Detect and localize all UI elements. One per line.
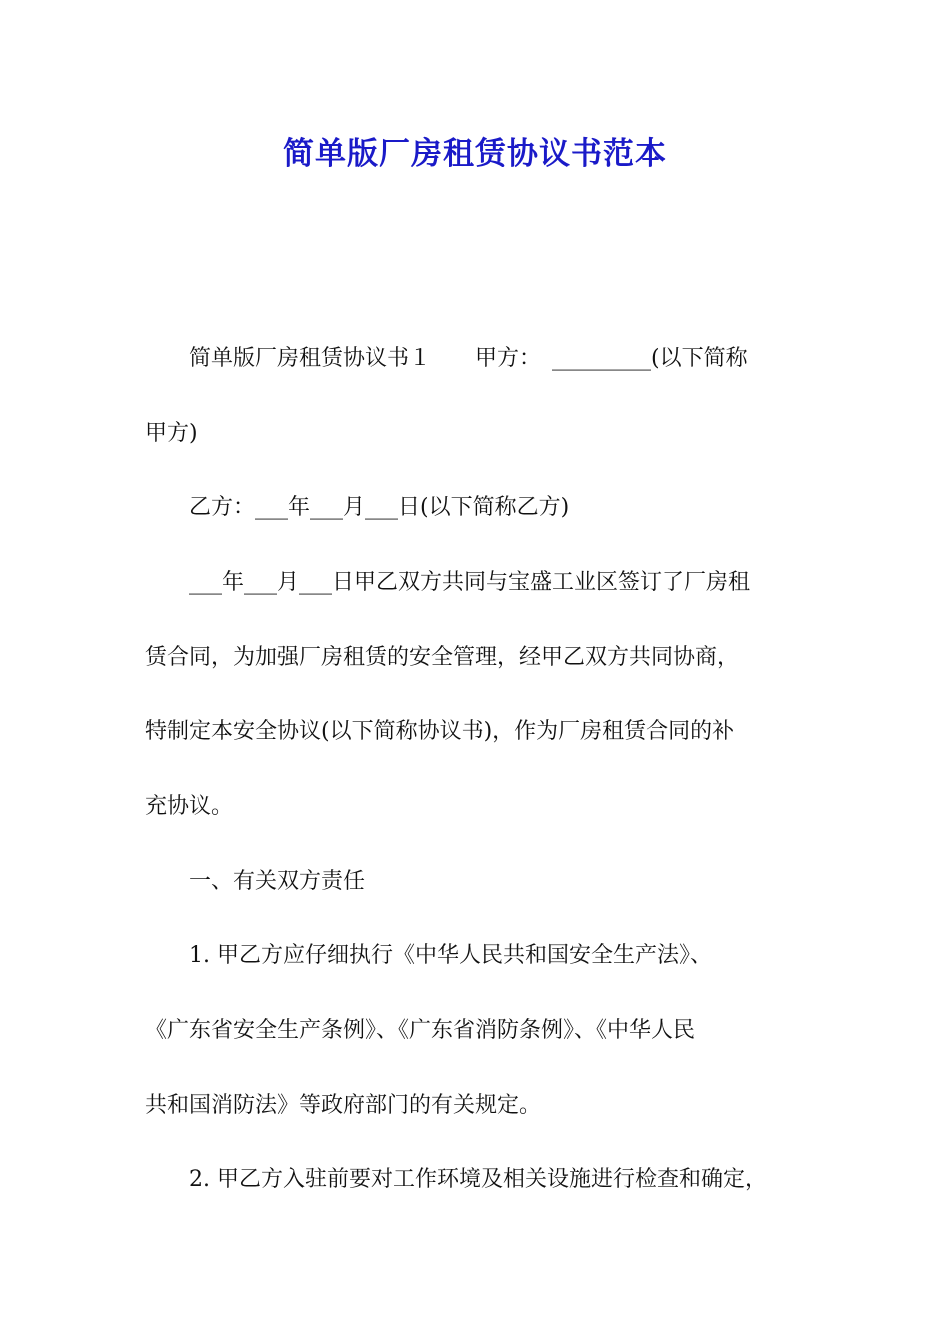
paragraph-line: 赁合同，为加强厂房租赁的安全管理，经甲乙双方共同协商， [145,645,740,670]
paragraph-line: 甲方) [145,421,198,446]
section-heading: 一、有关双方责任 [145,869,366,894]
paragraph-line: ___年___月___日甲乙双方共同与宝盛工业区签订了厂房租 [145,570,751,595]
paragraph-line: 乙方：___年___月___日(以下简称乙方) [145,495,570,520]
paragraph-line: 2. 甲乙方入驻前要对工作环境及相关设施进行检查和确定， [145,1167,767,1192]
paragraph-line: 特制定本安全协议(以下简称协议书)，作为厂房租赁合同的补 [145,719,735,744]
document-title: 简单版厂房租赁协议书范本 [283,136,667,172]
paragraph-line: 简单版厂房租赁协议书１ 甲方： _________(以下简称 [145,346,748,371]
paragraph-line: 《广东省安全生产条例》、《广东省消防条例》、《中华人民 [145,1018,696,1043]
paragraph-line: 充协议。 [145,794,234,819]
paragraph-line: 共和国消防法》等政府部门的有关规定。 [145,1093,542,1118]
paragraph-line: 1. 甲乙方应仔细执行《中华人民共和国安全生产法》、 [145,943,712,968]
